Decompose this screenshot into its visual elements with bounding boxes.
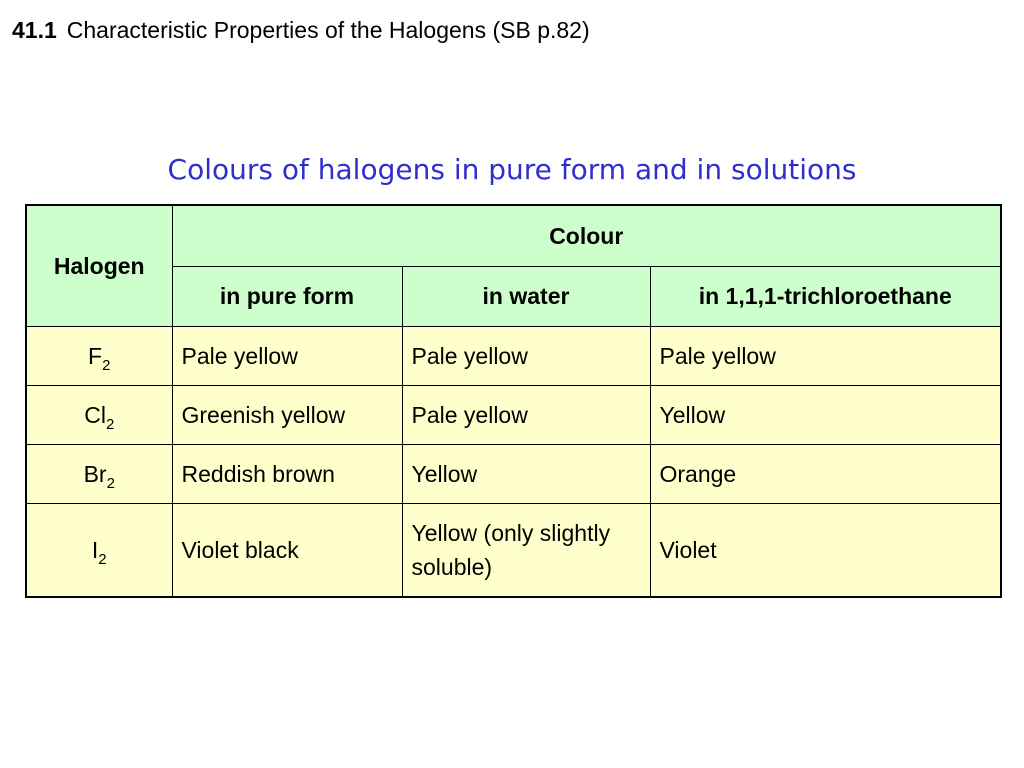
halogen-formula: $Br_2$	[26, 445, 172, 504]
table-row	[26, 504, 1001, 598]
colour-in-water: Yellow	[402, 445, 650, 504]
colour-pure-form: Reddish brown	[172, 445, 402, 504]
table-row	[26, 386, 1001, 445]
colour-pure-form: Violet black	[172, 504, 402, 598]
colour-in-water: Pale yellow	[402, 327, 650, 386]
colour-in-water: Yellow (only slightly soluble)	[402, 504, 650, 598]
colour-in-trichloroethane: Pale yellow	[650, 327, 1001, 386]
slide-header	[12, 16, 590, 44]
section-title: Characteristic Properties of the Halogens (SB p.82)	[66, 17, 590, 43]
halogen-column-header: Halogen	[26, 205, 172, 327]
colour-in-water: Pale yellow	[402, 386, 650, 445]
colour-pure-form: Greenish yellow	[172, 386, 402, 445]
table-subheader-row	[26, 267, 1001, 327]
colour-in-trichloroethane: Violet	[650, 504, 1001, 598]
halogen-formula: $I_2$	[26, 504, 172, 598]
halogen-formula: $Cl_2$	[26, 386, 172, 445]
colour-pure-form: Pale yellow	[172, 327, 402, 386]
halogen-colour-table	[25, 204, 1002, 598]
halogen-formula: $F_2$	[26, 327, 172, 386]
table-header-row	[26, 205, 1001, 267]
slide-title: Colours of halogens in pure form and in solutions	[167, 153, 857, 186]
section-number: 41.1	[12, 17, 57, 43]
pure-form-column-header: in pure form	[172, 267, 402, 327]
trichloroethane-column-header: in 1,1,1-trichloroethane	[650, 267, 1001, 327]
table-row	[26, 445, 1001, 504]
water-column-header: in water	[402, 267, 650, 327]
colour-group-header: Colour	[172, 205, 1001, 267]
table-row	[26, 327, 1001, 386]
colour-in-trichloroethane: Yellow	[650, 386, 1001, 445]
colour-in-trichloroethane: Orange	[650, 445, 1001, 504]
